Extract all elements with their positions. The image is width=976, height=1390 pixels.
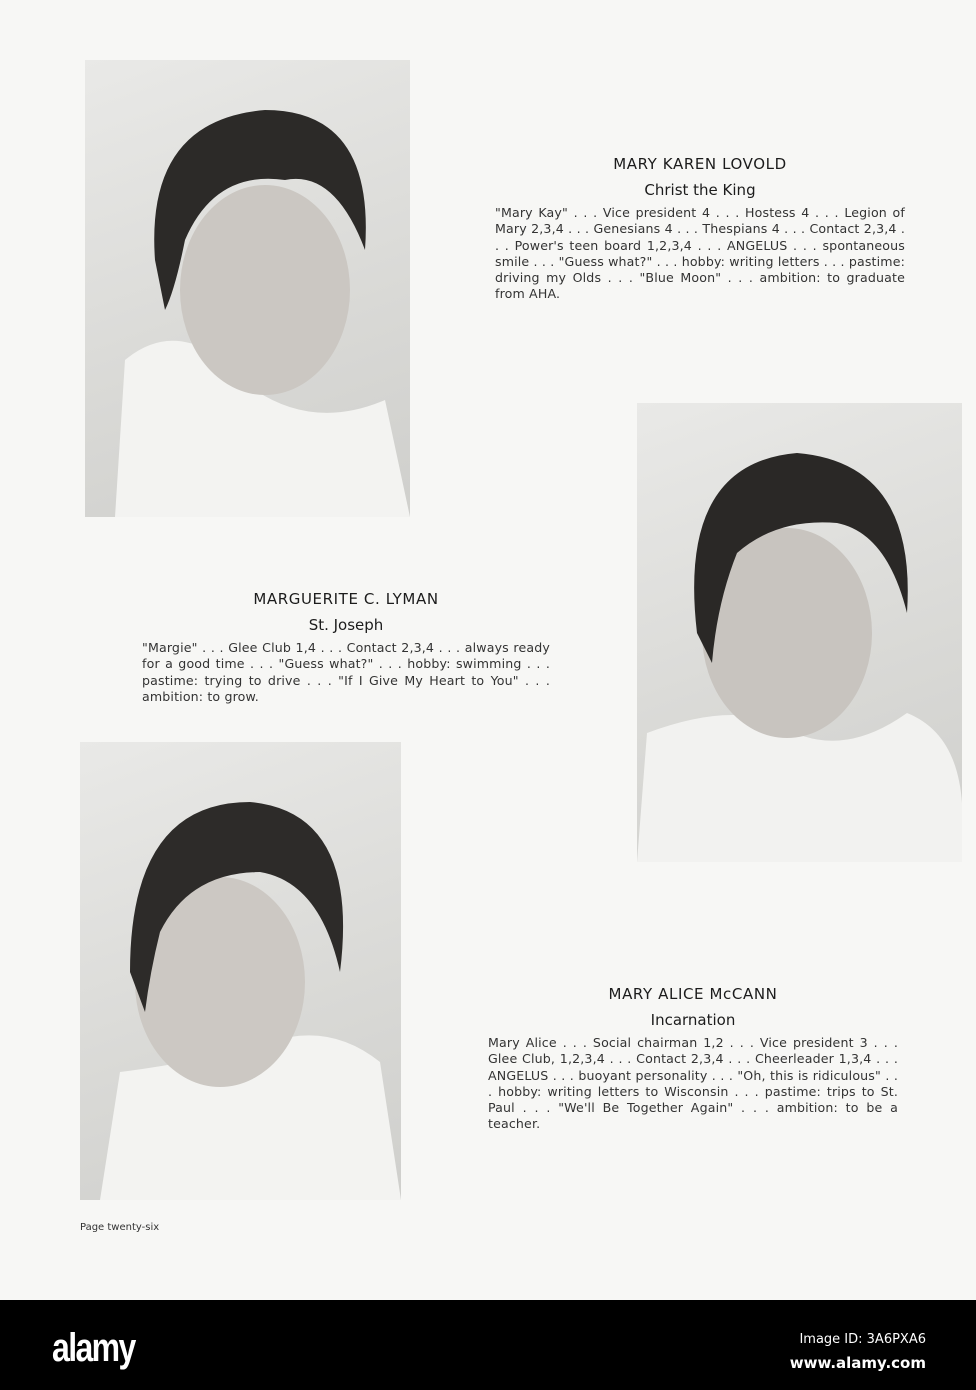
student-entry-lovold (495, 155, 905, 303)
alamy-logo: alamy (52, 1326, 135, 1370)
site-url-text: www.alamy.com (789, 1354, 926, 1372)
page-number-label: Page twenty-six (80, 1222, 160, 1233)
student-parish: St. Joseph (308, 616, 384, 634)
student-name: MARY ALICE McCANN (608, 985, 778, 1003)
student-bio: "Margie" . . . Glee Club 1,4 . . . Contact 2,3,4 . . . always ready for a good time . . . "Guess what?" . . . hobby: swimming . . . pastime: trying to drive . . . "If I Give My Heart to You" . . . ambition: to grow. (142, 640, 550, 704)
student-entry-lyman (142, 590, 550, 705)
student-parish: Christ the King (644, 181, 756, 199)
image-id-text: Image ID: 3A6PXA6 (799, 1332, 926, 1347)
student-name: MARGUERITE C. LYMAN (253, 590, 439, 608)
student-bio: Mary Alice . . . Social chairman 1,2 . . . Vice president 3 . . . Glee Club, 1,2,3,4 . . . Contact 2,3,4 . . . Cheerleader 1,3,4 . . . ANGELUS . . . buoyant personality . . . "Oh, this is ridiculous" . . . hobby: writing letters to Wisconsin . . . pastime: trips to St. Paul . . . "We'll Be Together Again" . . . ambition: to be a teacher. (488, 1035, 898, 1132)
portrait-photo-mccann-right (637, 403, 962, 862)
watermark-footer (0, 1300, 976, 1390)
portrait-photo-lovold (85, 60, 410, 517)
student-bio: "Mary Kay" . . . Vice president 4 . . . Hostess 4 . . . Legion of Mary 2,3,4 . . . Genesians 4 . . . Thespians 4 . . . Contact 2,3,4 . . . Power's teen board 1,2,3,4 . . . ANGELUS . . . spontaneous smile . . . "Guess what?" . . . hobby: writing letters . . . pastime: driving my Olds . . . "Blue Moon" . . . ambition: to graduate from AHA. (495, 205, 905, 302)
student-entry-mccann (488, 985, 898, 1133)
student-name: MARY KAREN LOVOLD (613, 155, 787, 173)
portrait-photo-lyman (80, 742, 401, 1200)
student-parish: Incarnation (650, 1011, 736, 1029)
